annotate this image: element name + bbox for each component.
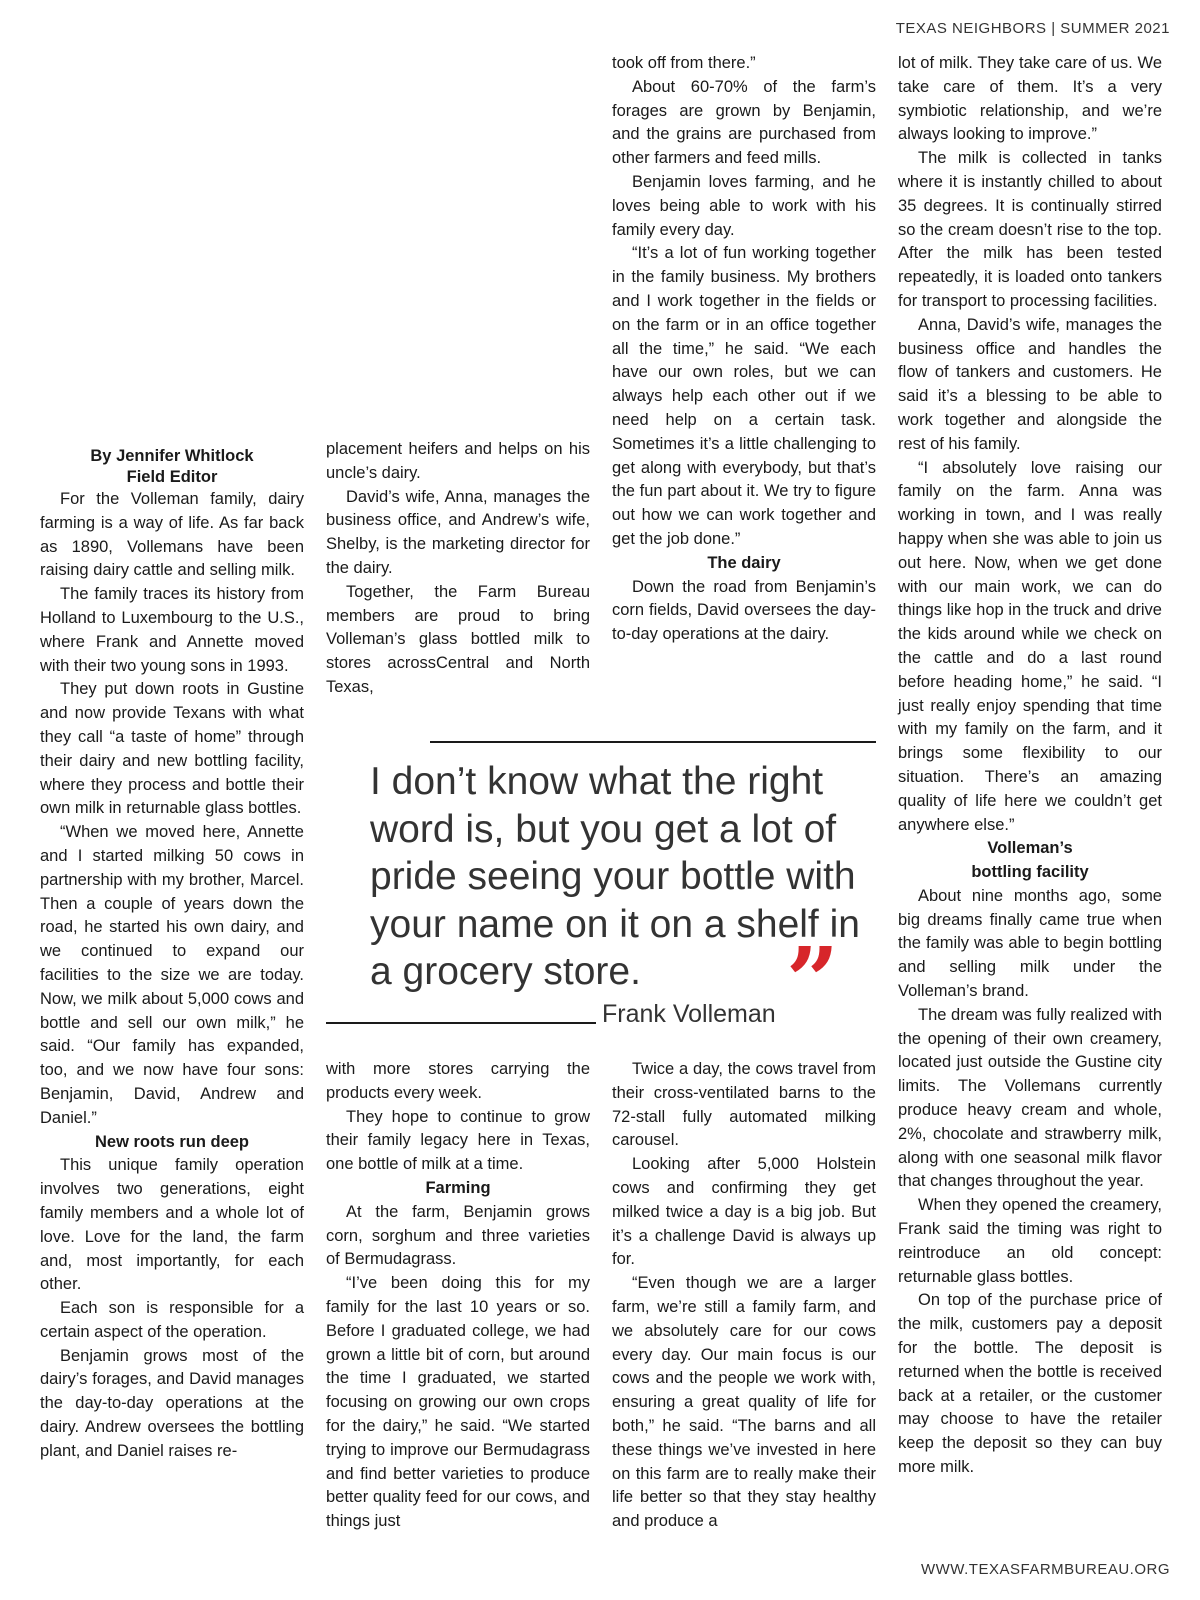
pullquote-attribution: Frank Volleman [602, 1000, 776, 1028]
paragraph: The milk is collected in tanks where it is instantly chilled to about 35 degrees. It is continually stirred so the cream doesn’t rise to the top. After the milk has been tested repeatedly, it is loaded onto tankers for transport to processing facilities. [898, 149, 1162, 310]
paragraph: They hope to continue to grow their family legacy here in Texas, one bottle of milk at a time. [326, 1107, 590, 1174]
paragraph: “It’s a lot of fun working together in the family business. My brothers and I work together in the fields or on the farm or in an office together all the time,” he said. “We each have our own roles, but we can always help each other out if we need help on a certain task. Sometimes it’s a little challenging to get along with everybody, but that’s the fun part about it. We try to figure out how we can work together and get the job done.” [612, 244, 876, 548]
running-header: TEXAS NEIGHBORS | SUMMER 2021 [895, 20, 1170, 37]
subheading: Farming [425, 1178, 491, 1197]
paragraph: “When we moved here, Annette and I started milking 50 cows in partnership with my brother, Marcel. Then a couple of years down the road, he started his own dairy, and we continued to expand our facilities to the size we are today. Now, we milk about 5,000 cows and bottle and sell our own milk,” he said. “Our family has expanded, too, and we now have four sons: Benjamin, David, Andrew and Daniel.” [40, 823, 304, 1127]
site-url-footer: WWW.TEXASFARMBUREAU.ORG [920, 1561, 1170, 1578]
byline-role: Field Editor [126, 468, 218, 486]
paragraph: The family traces its history from Holland to Luxembourg to the U.S., where Frank and Annette moved with their two young sons in 1993. [40, 585, 304, 675]
byline-author: By Jennifer Whitlock [90, 447, 254, 465]
paragraph: “I’ve been doing this for my family for the last 10 years or so. Before I graduated college, we had grown a little bit of corn, but around the time I graduated, we started focusing on growing our own crops for the dairy,” he said. “We started trying to improve our Bermudagrass and find better varieties to produce better quality feed for our cows, and things just [326, 1274, 590, 1531]
subheading: New roots run deep [94, 1132, 250, 1151]
paragraph: took off from there.” [612, 54, 756, 72]
article-column-4 [898, 52, 1162, 1480]
paragraph: At the farm, Benjamin grows corn, sorghum and three varieties of Bermudagrass. [326, 1202, 590, 1269]
paragraph: with more stores carrying the products every week. [326, 1060, 590, 1102]
pullquote-rule-bottom [326, 1022, 596, 1024]
paragraph: Each son is responsible for a certain aspect of the operation. [40, 1299, 304, 1341]
article-column-1 [40, 446, 304, 1464]
paragraph: Benjamin grows most of the dairy’s forages, and David manages the day-to-day operations at the dairy. Andrew oversees the bottling plant, and Daniel raises re- [40, 1346, 304, 1460]
paragraph: For the Volleman family, dairy farming is a way of life. As far back as 1890, Vollemans have been raising dairy cattle and selling milk. [40, 490, 304, 580]
article-column-2-bottom [326, 1058, 590, 1534]
paragraph: On top of the purchase price of the milk, customers pay a deposit for the bottle. The deposit is returned when the bottle is received back at a retailer, or the customer may choose to have the retailer keep the deposit so they can buy more milk. [898, 1291, 1162, 1477]
paragraph: The dream was fully realized with the opening of their own creamery, located just outside the Gustine city limits. The Vollemans currently produce heavy cream and whole, 2%, chocolate and strawberry milk, along with one seasonal milk flavor that changes throughout the year. [898, 1005, 1162, 1191]
pullquote-text: I don’t know what the right word is, but you get a lot of pride seeing your bottle with your name on it on a shelf in a grocery store. [370, 760, 860, 993]
paragraph: Benjamin loves farming, and he loves being able to work with his family every day. [612, 172, 876, 239]
article-column-2-top [326, 438, 590, 700]
subheading: The dairy [707, 553, 781, 572]
paragraph: Together, the Farm Bureau members are proud to bring Volleman’s glass bottled milk to stores acrossCentral and North Texas, [326, 582, 590, 696]
article-column-3-bottom [612, 1058, 876, 1534]
paragraph: This unique family operation involves two generations, eight family members and a whole lot of love. Love for the land, the farm and, most importantly, for each other. [40, 1156, 304, 1294]
paragraph: Anna, David’s wife, manages the business office and handles the flow of tankers and customers. He said it’s a blessing to be able to work together and alongside the rest of his family. [898, 315, 1162, 453]
subheading: bottling facility [971, 863, 1089, 882]
paragraph: About nine months ago, some big dreams finally came true when the family was able to begin bottling and selling milk under the Volleman’s brand. [898, 886, 1162, 1001]
paragraph: Down the road from Benjamin’s corn fields, David oversees the day-to-day operations at the dairy. [612, 577, 876, 644]
paragraph: When they opened the creamery, Frank said the timing was right to reintroduce an old concept: returnable glass bottles. [898, 1196, 1162, 1286]
pullquote-rule-top [430, 741, 876, 743]
quote-mark-icon: ” [786, 927, 839, 1035]
paragraph: lot of milk. They take care of us. We take care of them. It’s a very symbiotic relationship, and we’re always looking to improve.” [898, 54, 1162, 144]
paragraph: About 60-70% of the farm’s forages are grown by Benjamin, and the grains are purchased from other farmers and feed mills. [612, 77, 876, 168]
paragraph: Twice a day, the cows travel from their cross-ventilated barns to the 72-stall fully automated milking carousel. [612, 1060, 876, 1150]
paragraph: “I absolutely love raising our family on the farm. Anna was working in town, and I was really happy when she was able to join us out here. Now, when we get done with our main work, we can do things like hop in the truck and drive the kids around while we check on the cattle and do a last round before heading home,” he said. “I just really enjoy spending that time with my family on the farm, and it brings some flexibility to our situation. There’s an amazing quality of life here we couldn’t get anywhere else.” [898, 458, 1162, 834]
paragraph: “Even though we are a larger farm, we’re still a family farm, and we absolutely care for our cows every day. Our main focus is our cows and the people we work with, ensuring a great quality of life for both,” he said. “The barns and all these things we’ve invested in here on this farm are to really make their life better so that they stay healthy and produce a [612, 1274, 876, 1531]
paragraph: David’s wife, Anna, manages the business office, and Andrew’s wife, Shelby, is the marketing director for the dairy. [326, 487, 590, 577]
paragraph: placement heifers and helps on his uncle’s dairy. [326, 440, 590, 482]
paragraph: They put down roots in Gustine and now provide Texans with what they call “a taste of home” through their dairy and new bottling facility, where they process and bottle their own milk in returnable glass bottles. [40, 680, 304, 818]
subheading: Volleman’s [987, 839, 1073, 858]
paragraph: Looking after 5,000 Holstein cows and confirming they get milked twice a day is a big job. But it’s a challenge David is always up for. [612, 1155, 876, 1269]
article-column-3-top [612, 52, 876, 647]
